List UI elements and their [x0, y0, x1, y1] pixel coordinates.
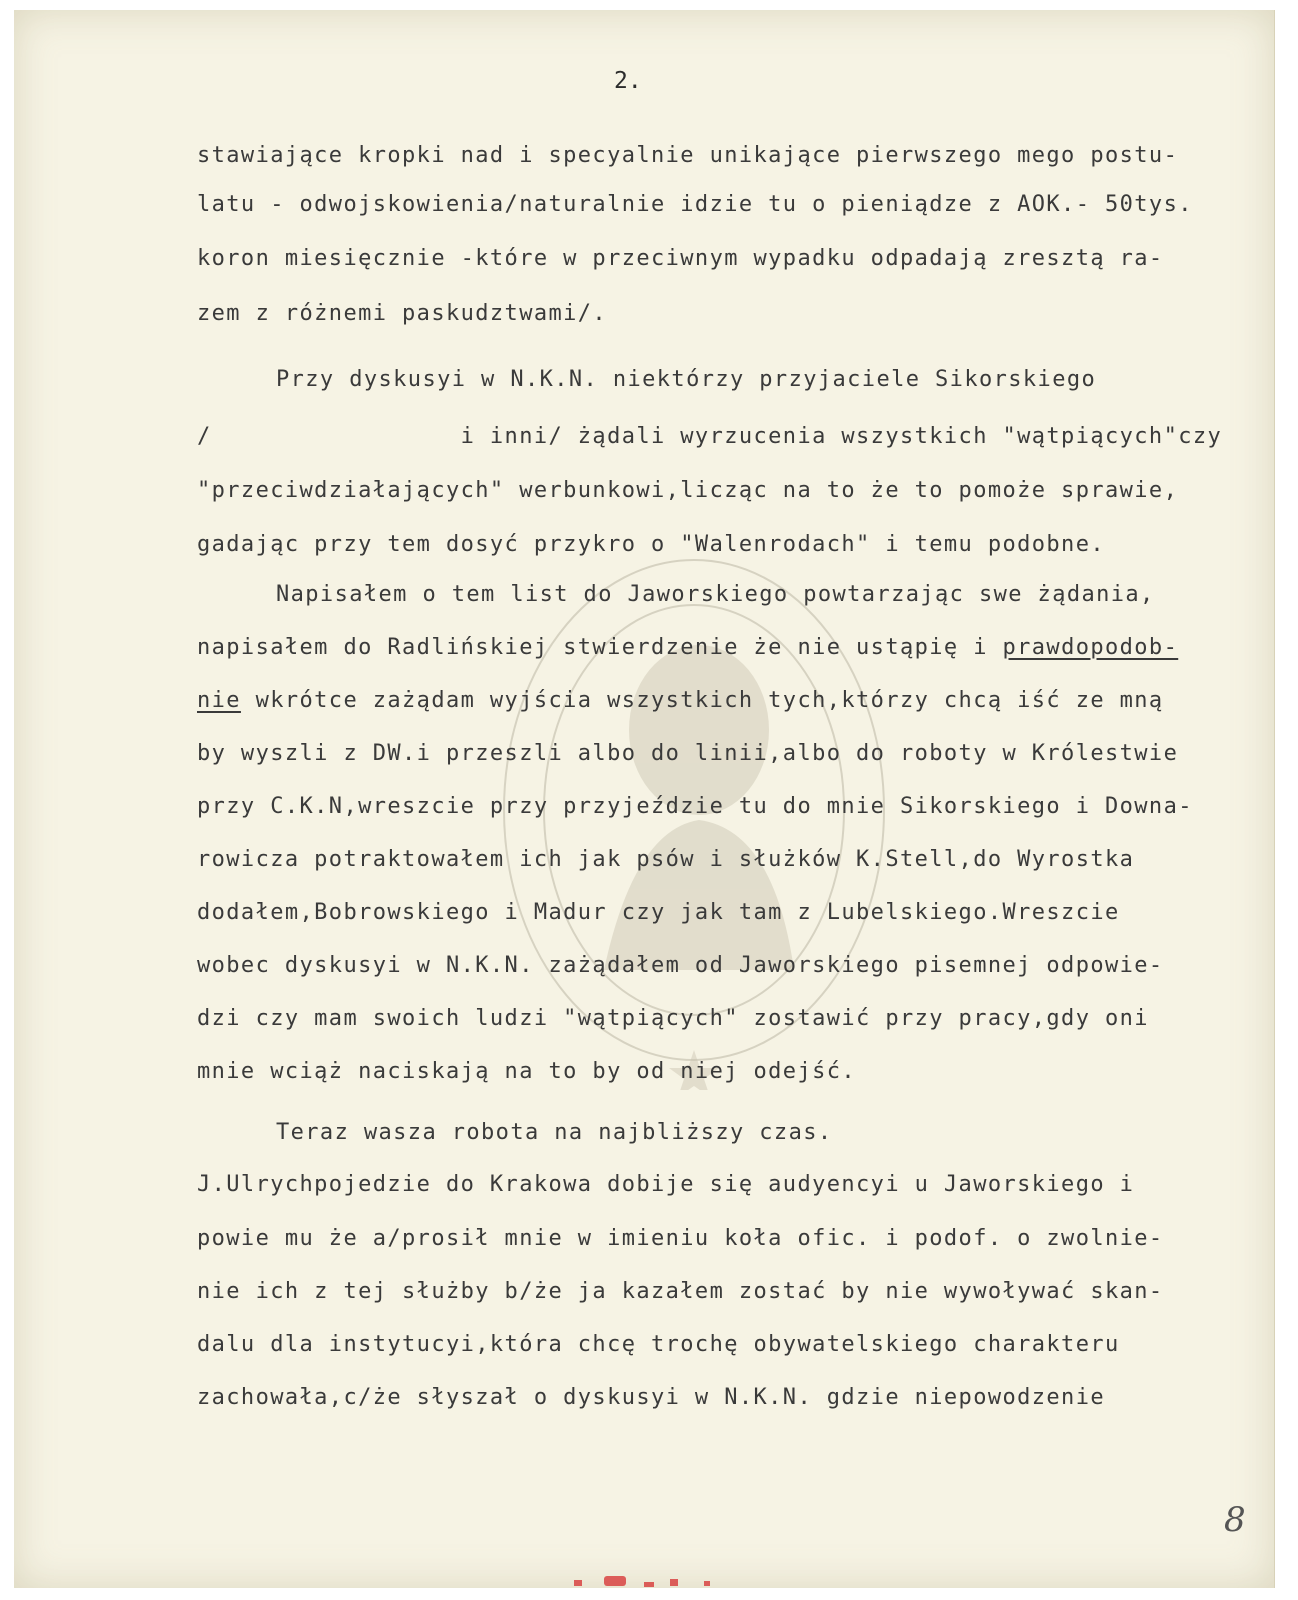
text-line: napisałem do Radlińskiej stwierdzenie że nie ustąpię i prawdopodob- — [197, 635, 1179, 660]
text-line: wobec dyskusyi w N.K.N. zażądałem od Jaworskiego pisemnej odpowie- — [197, 953, 1164, 978]
text-line: latu - odwojskowienia/naturalnie idzie tu o pieniądze z AOK.- 50tys. — [197, 192, 1193, 217]
text-line: dodałem,Bobrowskiego i Madur czy jak tam z Lubelskiego.Wreszcie — [197, 900, 1120, 925]
text-line: "przeciwdziałających" werbunkowi,licząc na to że to pomoże sprawie, — [197, 478, 1179, 503]
text-line: J.Ulrychpojedzie do Krakowa dobije się audyencyi u Jaworskiego i — [197, 1172, 1135, 1197]
text-line: powie mu że a/prosił mnie w imieniu koła ofic. i podof. o zwolnie- — [197, 1226, 1164, 1251]
text-line: zachowała,c/że słyszał o dyskusyi w N.K.N. gdzie niepowodzenie — [197, 1385, 1105, 1410]
page-number: 2. — [614, 68, 642, 94]
text-line: rowicza potraktowałem ich jak psów i służków K.Stell,do Wyrostka — [197, 847, 1135, 872]
text-line: Przy dyskusyi w N.K.N. niektórzy przyjaciele Sikorskiego — [276, 367, 1097, 392]
text-line: dalu dla instytucyi,która chcę trochę obywatelskiego charakteru — [197, 1332, 1120, 1357]
text-line: Napisałem o tem list do Jaworskiego powtarzając swe żądania, — [276, 582, 1155, 607]
text-line: Teraz wasza robota na najbliższy czas. — [276, 1120, 833, 1145]
text-line: by wyszli z DW.i przeszli albo do linii,albo do roboty w Królestwie — [197, 741, 1179, 766]
text-line: / i inni/ żądali wyrzucenia wszystkich "wątpiących"czy — [197, 424, 1223, 449]
text-line: gadając przy tem dosyć przykro o "Walenrodach" i temu podobne. — [197, 532, 1105, 557]
text-line: mnie wciąż naciskają na to by od niej odejść. — [197, 1059, 857, 1084]
text-line: stawiające kropki nad i specyalnie unikające pierwszego mego postu- — [197, 143, 1179, 168]
text-line: koron miesięcznie -które w przeciwnym wypadku odpadają zresztą ra- — [197, 246, 1164, 271]
document-page — [14, 10, 1275, 1588]
folio-number: 8 — [1224, 1500, 1246, 1540]
text-line: dzi czy mam swoich ludzi "wątpiących" zostawić przy pracy,gdy oni — [197, 1006, 1149, 1031]
text-line: nie wkrótce zażądam wyjścia wszystkich tych,którzy chcą iść ze mną — [197, 688, 1164, 713]
red-stamp-icon — [574, 1570, 734, 1590]
underlined-word: nie — [197, 688, 241, 713]
text-line: nie ich z tej służby b/że ja kazałem zostać by nie wywoływać skan- — [197, 1279, 1164, 1304]
text-line: przy C.K.N,wreszcie przy przyjeździe tu do mnie Sikorskiego i Downa- — [197, 794, 1193, 819]
underlined-word: prawdopodob- — [1002, 635, 1179, 660]
text-line: zem z różnemi paskudztwami/. — [197, 301, 608, 326]
